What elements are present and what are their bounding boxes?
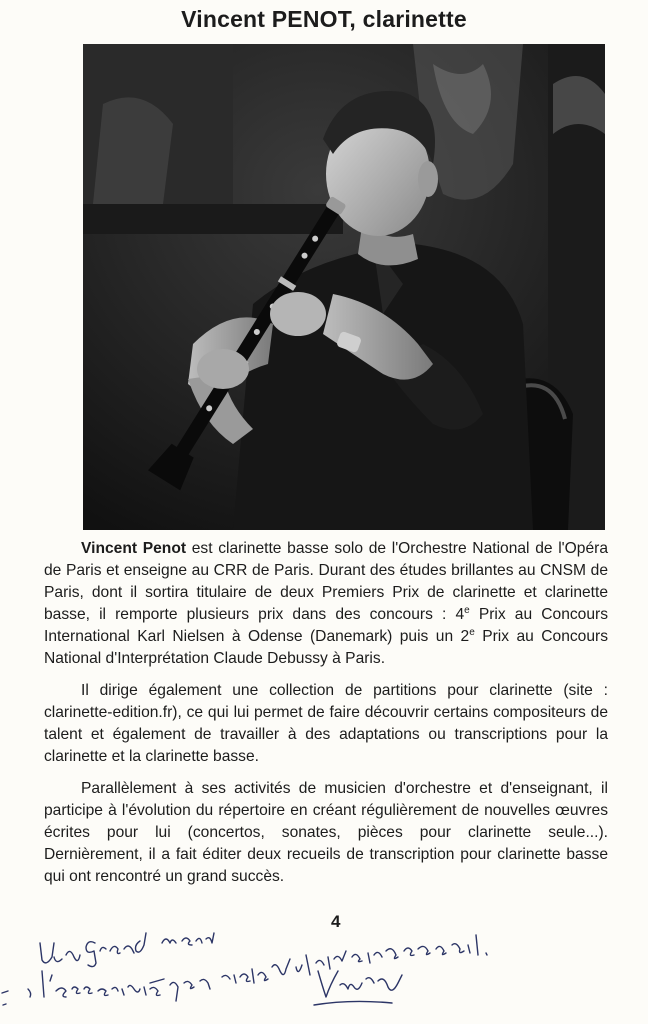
ordinal-suffix: e bbox=[464, 604, 470, 616]
paragraph-repertoire: Parallèlement à ses activités de musicien d'orchestre et d'enseignant, il participe à l'évolution du répertoire en créant régulièrement de nouvelles œuvres écrites pour lui (concertos, sonates, pièces pour clarinette seule...). Dernièrement, il a fait éditer deux recueils de transcription pour clarinette basse qui ont rencontré un grand succès. bbox=[44, 780, 608, 885]
ordinal-suffix: e bbox=[469, 626, 475, 638]
page-number: 4 bbox=[331, 912, 341, 931]
photo-illustration bbox=[83, 44, 605, 530]
article-body bbox=[44, 538, 608, 898]
paragraph-text: est clarinette basse solo de l'Orchestre National de l'Opéra de Paris et enseigne au CRR de Paris. Durant des études brillantes au CNSM de Paris, dont il sortira titulaire de deux Premiers Prix de clarinette et clarinette basse, il remporte plusieurs prix dans des concours : 4 bbox=[44, 540, 608, 623]
paragraph-collection: Il dirige également une collection de partitions pour clarinette (site : clarinette-edition.fr), ce qui lui permet de faire découvrir certains compositeurs de talent et également de travailler à des adaptations ou transcriptions pour la clarinette et la clarinette basse. bbox=[44, 682, 608, 765]
clarinettist-photo bbox=[83, 44, 605, 530]
paragraph-text: Prix au Concours International Karl Nielsen à Odense (Danemark) puis un 2 bbox=[44, 606, 609, 645]
handwritten-note bbox=[0, 905, 648, 1024]
artist-name: Vincent Penot bbox=[81, 540, 187, 557]
page-title: Vincent PENOT, clarinette bbox=[181, 6, 467, 32]
paragraph-biography bbox=[44, 538, 608, 670]
handwritten-signature-note bbox=[0, 905, 648, 1024]
paragraph-text: Prix au Concours National d'Interprétation Claude Debussy à Paris. bbox=[44, 628, 609, 667]
